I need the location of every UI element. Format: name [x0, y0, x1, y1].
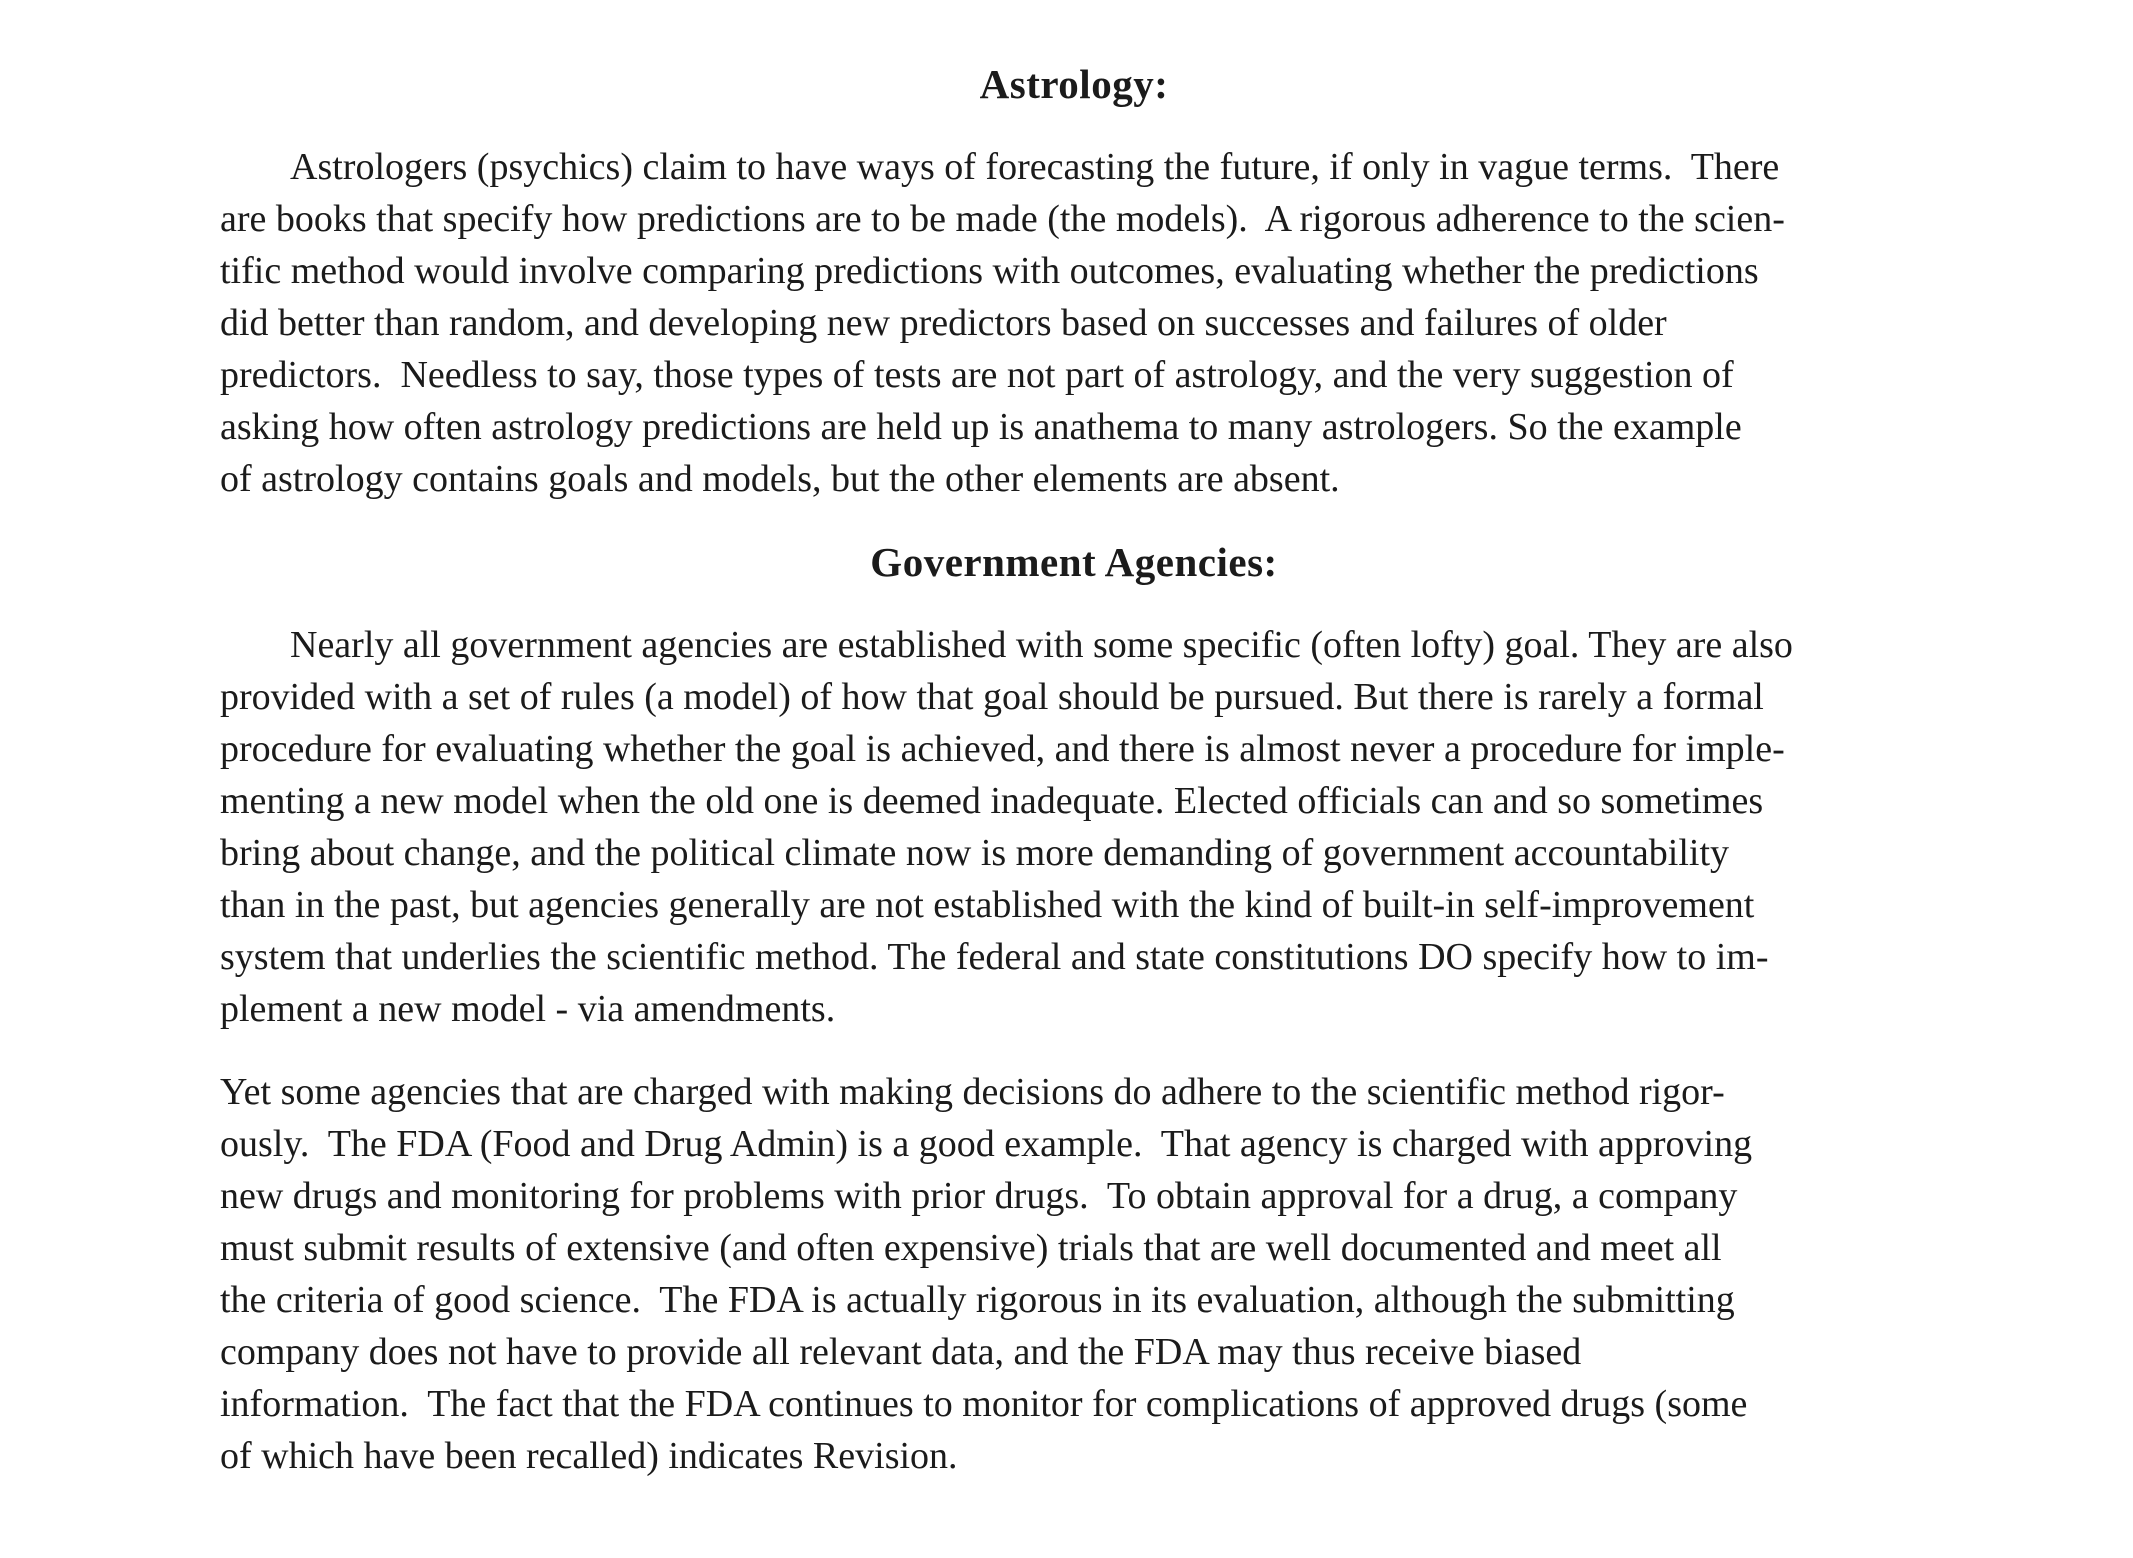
section-heading-astrology: Astrology: [979, 61, 1169, 107]
text-line: provided with a set of rules (a model) of how that goal should be pursued. But there is rarely a formal [220, 676, 1764, 718]
section-heading-government-agencies: Government Agencies: [870, 539, 1278, 585]
text-line: Yet some agencies that are charged with making decisions do adhere to the scientific method rigor- [220, 1071, 1725, 1113]
text-line: information. The fact that the FDA continues to monitor for complications of approved drugs (some [220, 1383, 1748, 1425]
text-line: the criteria of good science. The FDA is actually rigorous in its evaluation, although the submitting [220, 1279, 1735, 1321]
text-line: menting a new model when the old one is deemed inadequate. Elected officials can and so sometimes [220, 780, 1764, 822]
text-line: asking how often astrology predictions are held up is anathema to many astrologers. So the example [220, 406, 1742, 448]
text-line: predictors. Needless to say, those types of tests are not part of astrology, and the very suggestion of [220, 354, 1734, 396]
text-line: company does not have to provide all relevant data, and the FDA may thus receive biased [220, 1331, 1582, 1373]
section-astrology [220, 58, 1928, 505]
text-line: plement a new model - via amendments. [220, 988, 836, 1030]
text-line: Astrologers (psychics) claim to have ways of forecasting the future, if only in vague terms. There [290, 146, 1780, 188]
text-line: must submit results of extensive (and often expensive) trials that are well documented and meet all [220, 1227, 1722, 1269]
paragraph [220, 1066, 1928, 1482]
text-line: than in the past, but agencies generally are not established with the kind of built-in self-improvement [220, 884, 1755, 926]
text-line: new drugs and monitoring for problems with prior drugs. To obtain approval for a drug, a company [220, 1175, 1738, 1217]
text-line: did better than random, and developing new predictors based on successes and failures of older [220, 302, 1667, 344]
text-line: tific method would involve comparing predictions with outcomes, evaluating whether the predictions [220, 250, 1759, 292]
text-line: are books that specify how predictions are to be made (the models). A rigorous adherence to the scien- [220, 198, 1785, 240]
text-line: of astrology contains goals and models, but the other elements are absent. [220, 458, 1340, 500]
text-line: bring about change, and the political climate now is more demanding of government accountability [220, 832, 1729, 874]
paragraph [220, 619, 1928, 1035]
section-government-agencies [220, 536, 1928, 1482]
text-line: ously. The FDA (Food and Drug Admin) is a good example. That agency is charged with approving [220, 1123, 1753, 1165]
paragraph [220, 141, 1928, 505]
text-line: procedure for evaluating whether the goal is achieved, and there is almost never a procedure for imple- [220, 728, 1785, 770]
text-line: system that underlies the scientific method. The federal and state constitutions DO specify how to im- [220, 936, 1769, 978]
text-line: Nearly all government agencies are established with some specific (often lofty) goal. They are also [290, 624, 1793, 666]
text-line: of which have been recalled) indicates Revision. [220, 1435, 958, 1477]
